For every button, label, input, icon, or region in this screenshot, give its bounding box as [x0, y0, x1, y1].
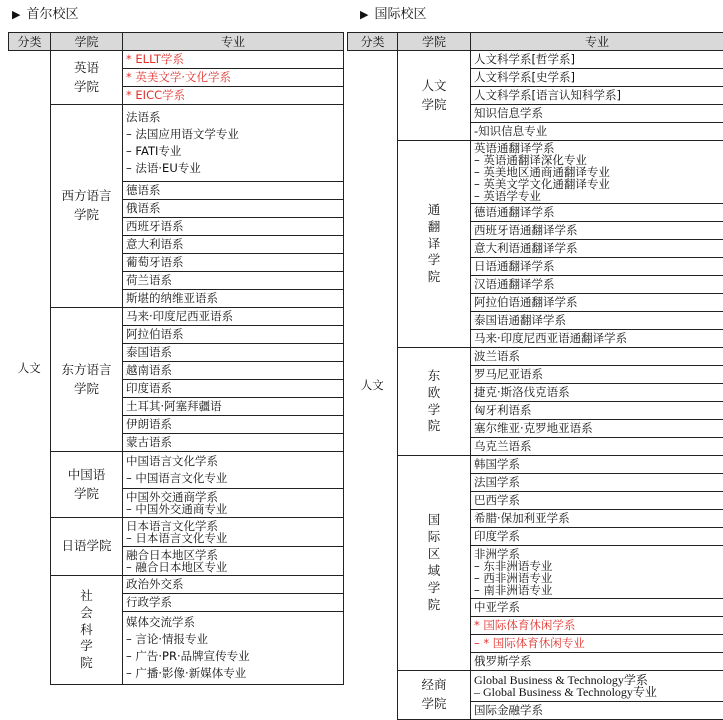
major-cell	[471, 702, 723, 720]
college-name: 国 际 区 域 学 院	[428, 512, 441, 611]
college-name: 社 会 科 学 院	[80, 588, 93, 671]
college-name: 日语学院	[61, 538, 111, 553]
major-text: 国际金融学系	[474, 703, 543, 717]
major-cell	[123, 594, 344, 612]
major-cell	[471, 294, 723, 312]
major-text: 阿拉伯语通翻译学系	[474, 295, 578, 309]
major-cell	[123, 254, 344, 272]
major-line: – 日本语言文化专业	[126, 532, 343, 544]
global-major-table	[347, 32, 723, 720]
college-name: 英语 学院	[74, 60, 99, 94]
college-name: 东方语言 学院	[61, 362, 111, 396]
major-cell	[471, 204, 723, 222]
college-name: 西方语言 学院	[61, 188, 111, 222]
major-line: 日本语言文化学系	[126, 520, 343, 532]
major-text: 希腊·保加利亚学系	[474, 511, 570, 525]
seoul-major-table	[8, 32, 344, 685]
major-line: – 南非洲语专业	[474, 584, 723, 596]
major-cell	[471, 510, 723, 528]
major-text: 汉语通翻译学系	[474, 277, 555, 291]
major-line: 英语通翻译学系	[474, 142, 723, 154]
major-text: 西班牙语通翻译学系	[474, 223, 578, 237]
major-text: 人文科学系[语言认知科学系]	[474, 88, 621, 102]
major-cell	[123, 326, 344, 344]
major-line: – 融合日本地区专业	[126, 561, 343, 573]
major-text: 波兰语系	[474, 349, 520, 363]
college-cell	[398, 671, 471, 720]
major-text: 德语通翻译学系	[474, 205, 555, 219]
major-text: 政治外交系	[126, 577, 184, 591]
major-text: 人文科学系[史学系]	[474, 70, 575, 84]
major-cell	[471, 51, 723, 69]
major-cell	[471, 474, 723, 492]
major-cell	[123, 51, 344, 69]
major-line: 媒体交流学系	[126, 614, 343, 631]
major-line: 非洲学系	[474, 548, 723, 560]
major-line: – 法语·EU专业	[126, 160, 343, 177]
major-text: * 英美文学·文化学系	[126, 70, 231, 84]
major-line: – 法国应用语文学专业	[126, 126, 343, 143]
major-cell	[123, 518, 344, 547]
major-cell	[123, 362, 344, 380]
major-text: 中亚学系	[474, 600, 520, 614]
college-cell	[51, 576, 123, 685]
major-cell	[471, 384, 723, 402]
major-text: 阿拉伯语系	[126, 327, 184, 341]
college-name: 经商 学院	[421, 677, 446, 711]
major-line: – Global Business & Technology专业	[474, 686, 723, 698]
college-cell	[398, 51, 471, 141]
major-line: – 广告·PR·品牌宣传专业	[126, 648, 343, 665]
major-text: 印度语系	[126, 381, 172, 395]
major-text: 土耳其·阿塞拜疆语	[126, 399, 222, 413]
college-name: 通 翻 译 学 院	[428, 202, 441, 285]
major-header: 专业	[123, 33, 344, 51]
major-cell	[123, 272, 344, 290]
major-cell	[471, 653, 723, 671]
major-text: * ELLT学系	[126, 52, 184, 66]
table-row	[9, 518, 344, 547]
table-row	[9, 452, 344, 489]
major-line: – 中国外交通商专业	[126, 503, 343, 515]
major-cell	[471, 330, 723, 348]
major-text: – * 国际体育休闲专业	[474, 636, 585, 650]
college-cell	[51, 518, 123, 576]
major-text: 斯堪的纳维亚语系	[126, 291, 218, 305]
major-cell	[123, 416, 344, 434]
major-line: 融合日本地区学系	[126, 549, 343, 561]
header-row	[348, 33, 723, 51]
major-cell	[123, 290, 344, 308]
seoul-campus-heading: ▶ 首尔校区	[12, 5, 78, 25]
category-cell	[9, 51, 51, 685]
major-cell	[123, 182, 344, 200]
major-line: – 英语学专业	[474, 190, 723, 202]
major-text: * 国际体育休闲学系	[474, 618, 575, 632]
major-text: 越南语系	[126, 363, 172, 377]
major-text: 俄语系	[126, 201, 161, 215]
major-text: 人文科学系[哲学系]	[474, 52, 575, 66]
major-cell	[471, 617, 723, 635]
major-text: 荷兰语系	[126, 273, 172, 287]
major-text: -知识信息专业	[474, 124, 547, 138]
major-line: – 英美地区通商通翻译专业	[474, 166, 723, 178]
major-cell	[123, 308, 344, 326]
major-cell	[123, 452, 344, 489]
major-cell	[471, 258, 723, 276]
college-header: 学院	[398, 33, 471, 51]
major-cell	[123, 576, 344, 594]
table-row	[9, 105, 344, 182]
major-text: 塞尔维亚·克罗地亚语系	[474, 421, 593, 435]
major-cell	[471, 420, 723, 438]
major-line: – 言论·情报专业	[126, 631, 343, 648]
major-cell	[123, 218, 344, 236]
major-cell	[123, 380, 344, 398]
major-cell	[471, 366, 723, 384]
major-text: 俄罗斯学系	[474, 654, 532, 668]
major-cell	[471, 402, 723, 420]
major-cell	[471, 635, 723, 653]
category-cell	[348, 51, 398, 720]
college-cell	[398, 141, 471, 348]
major-cell	[123, 236, 344, 254]
major-cell	[471, 105, 723, 123]
major-line: 中国语言文化学系	[126, 453, 343, 470]
major-cell	[123, 434, 344, 452]
major-text: 伊朗语系	[126, 417, 172, 431]
major-cell	[123, 69, 344, 87]
college-cell	[51, 308, 123, 452]
major-cell	[471, 141, 723, 204]
major-text: 马来·印度尼西亚语通翻译学系	[474, 331, 627, 345]
college-cell	[51, 51, 123, 105]
college-cell	[398, 456, 471, 671]
major-text: 法国学系	[474, 475, 520, 489]
college-cell	[51, 452, 123, 518]
major-cell	[471, 546, 723, 599]
college-name: 中国语 学院	[68, 467, 106, 501]
major-cell	[123, 87, 344, 105]
major-line: Global Business & Technology学系	[474, 674, 723, 686]
major-cell	[471, 438, 723, 456]
major-cell	[471, 671, 723, 702]
major-text: 罗马尼亚语系	[474, 367, 543, 381]
major-cell	[471, 222, 723, 240]
major-cell	[471, 69, 723, 87]
major-text: 巴西学系	[474, 493, 520, 507]
major-text: 葡萄牙语系	[126, 255, 184, 269]
table-row	[9, 51, 344, 69]
table-row	[348, 141, 723, 204]
major-text: 匈牙利语系	[474, 403, 532, 417]
major-line: 法语系	[126, 109, 343, 126]
category-label: 人文	[361, 378, 384, 392]
major-text: 日语通翻译学系	[474, 259, 555, 273]
college-cell	[398, 348, 471, 456]
major-text: 德语系	[126, 183, 161, 197]
college-name: 人文 学院	[421, 78, 446, 112]
college-cell	[51, 105, 123, 308]
major-text: 马来·印度尼西亚语系	[126, 309, 233, 323]
major-line: – 广播·影像·新媒体专业	[126, 665, 343, 682]
table-row	[9, 576, 344, 594]
major-cell	[123, 344, 344, 362]
major-text: 意大利语系	[126, 237, 184, 251]
major-line: – 英语通翻译深化专业	[474, 154, 723, 166]
table-row	[348, 456, 723, 474]
major-text: 捷克·斯洛伐克语系	[474, 385, 570, 399]
major-cell	[471, 456, 723, 474]
header-row	[9, 33, 344, 51]
major-text: 韩国学系	[474, 457, 520, 471]
major-line: – FATI专业	[126, 143, 343, 160]
major-cell	[471, 492, 723, 510]
major-text: 乌克兰语系	[474, 439, 532, 453]
major-line: – 东非洲语专业	[474, 560, 723, 572]
table-row	[348, 348, 723, 366]
table-row	[9, 308, 344, 326]
major-cell	[123, 200, 344, 218]
major-cell	[471, 528, 723, 546]
triangle-bullet-icon: ▶	[360, 8, 368, 21]
major-text: 意大利语通翻译学系	[474, 241, 578, 255]
major-cell	[123, 398, 344, 416]
category-label: 人文	[18, 361, 41, 375]
major-header: 专业	[471, 33, 723, 51]
college-name: 东 欧 学 院	[428, 368, 441, 434]
major-text: 印度学系	[474, 529, 520, 543]
major-cell	[123, 612, 344, 685]
major-cell	[471, 312, 723, 330]
triangle-bullet-icon: ▶	[12, 8, 20, 21]
major-line: – 中国语言文化专业	[126, 470, 343, 487]
major-line: 中国外交通商学系	[126, 491, 343, 503]
major-cell	[471, 123, 723, 141]
major-cell	[471, 240, 723, 258]
major-cell	[471, 87, 723, 105]
major-cell	[123, 489, 344, 518]
major-text: 蒙古语系	[126, 435, 172, 449]
table-row	[348, 51, 723, 69]
major-text: * EICC学系	[126, 88, 185, 102]
global-campus-heading: ▶ 国际校区	[360, 5, 426, 25]
major-cell	[471, 348, 723, 366]
major-line: – 英美文学文化通翻译专业	[474, 178, 723, 190]
major-cell	[123, 105, 344, 182]
major-cell	[471, 276, 723, 294]
major-text: 行政学系	[126, 595, 172, 609]
major-text: 知识信息学系	[474, 106, 543, 120]
major-line: – 西非洲语专业	[474, 572, 723, 584]
category-header: 分类	[348, 33, 398, 51]
major-cell	[123, 547, 344, 576]
college-header: 学院	[51, 33, 123, 51]
major-text: 西班牙语系	[126, 219, 184, 233]
category-header: 分类	[9, 33, 51, 51]
major-text: 泰国语通翻译学系	[474, 313, 566, 327]
major-cell	[471, 599, 723, 617]
major-text: 泰国语系	[126, 345, 172, 359]
table-row	[348, 671, 723, 702]
